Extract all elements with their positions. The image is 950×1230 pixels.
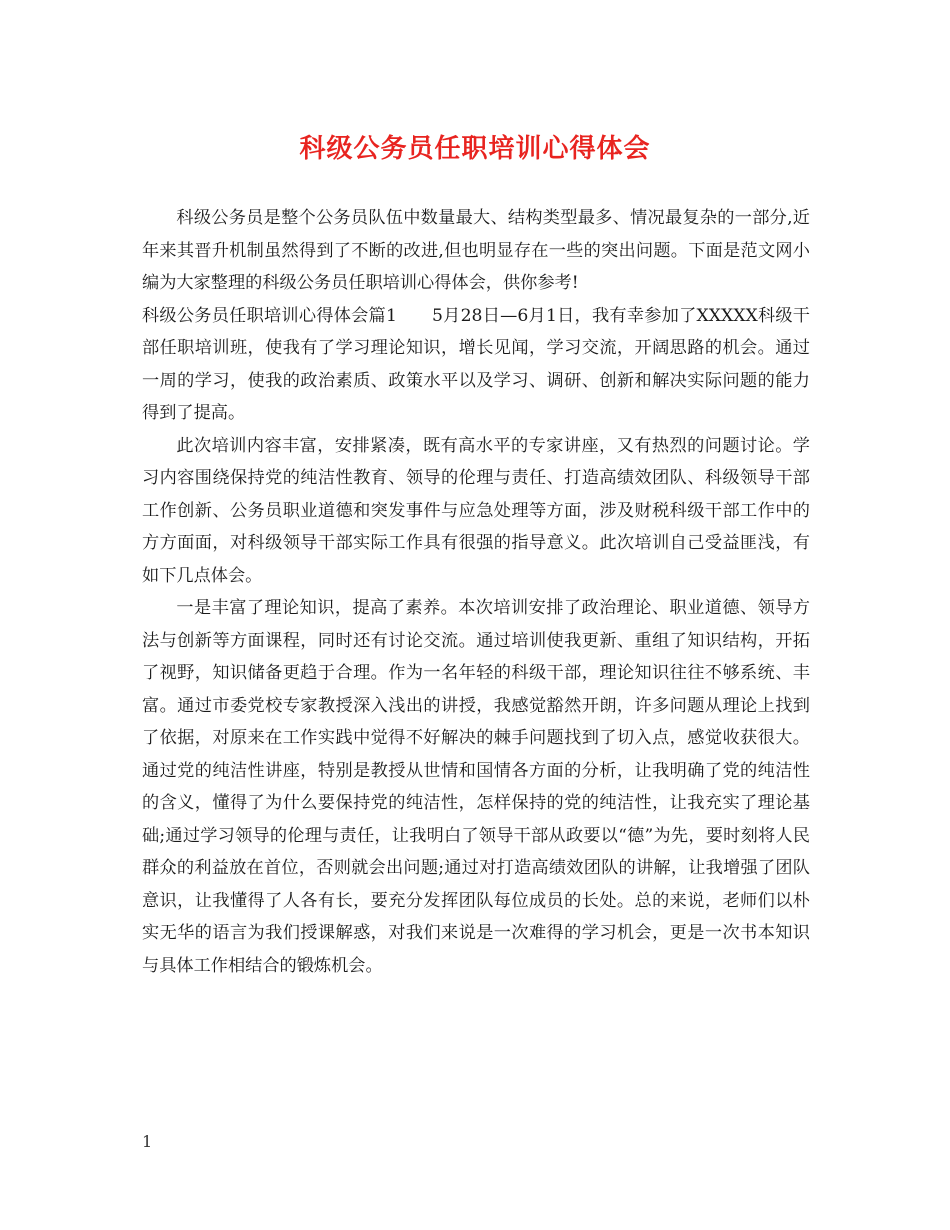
paragraph-training-content: 此次培训内容丰富，安排紧凑，既有高水平的专家讲座，又有热烈的问题讨论。学习内容围绕保持党的纯洁性教育、领导的伦理与责任、打造高绩效团队、科级领导干部工作创新、公务员职业道德和突发事件与应急处理等方面，涉及财税科级干部工作中的方方面面，对科级领导干部实际工作具有很强的指导意义。此次培训自己受益匪浅，有如下几点体会。	[142, 435, 810, 586]
paragraph-article-1-opening: 科级公务员任职培训心得体会篇1 5月28日—6月1日，我有幸参加了XXXXX科级干部任职培训班，使我有了学习理论知识，增长见闻，学习交流，开阔思路的机会。通过一周的学习，使我的政治素质、政策水平以及学习、调研、创新和解决实际问题的能力得到了提高。	[142, 305, 810, 423]
document-title: 科级公务员任职培训心得体会	[299, 134, 651, 164]
document-body	[142, 202, 810, 982]
paragraph-intro: 科级公务员是整个公务员队伍中数量最大、结构类型最多、情况最复杂的一部分,近年来其晋升机制虽然得到了不断的改进,但也明显存在一些的突出问题。下面是范文网小编为大家整理的科级公务员任职培训心得体会，供你参考!	[142, 208, 810, 293]
paragraph-point-one: 一是丰富了理论知识，提高了素养。本次培训安排了政治理论、职业道德、领导方法与创新等方面课程，同时还有讨论交流。通过培训使我更新、重组了知识结构，开拓了视野，知识储备更趋于合理。作为一名年轻的科级干部，理论知识往往不够系统、丰富。通过市委党校专家教授深入浅出的讲授，我感觉豁然开朗，许多问题从理论上找到了依据，对原来在工作实践中觉得不好解决的棘手问题找到了切入点，感觉收获很大。通过党的纯洁性讲座，特别是教授从世情和国情各方面的分析，让我明确了党的纯洁性的含义，懂得了为什么要保持党的纯洁性，怎样保持的党的纯洁性，让我充实了理论基础;通过学习领导的伦理与责任，让我明白了领导干部从政要以“德”为先，要时刻将人民群众的利益放在首位，否则就会出问题;通过对打造高绩效团队的讲解，让我增强了团队意识，让我懂得了人各有长，要充分发挥团队每位成员的长处。总的来说，老师们以朴实无华的语言为我们授课解惑，对我们来说是一次难得的学习机会，更是一次书本知识与具体工作相结合的锻炼机会。	[142, 598, 810, 976]
page-number: 1	[142, 1132, 153, 1151]
